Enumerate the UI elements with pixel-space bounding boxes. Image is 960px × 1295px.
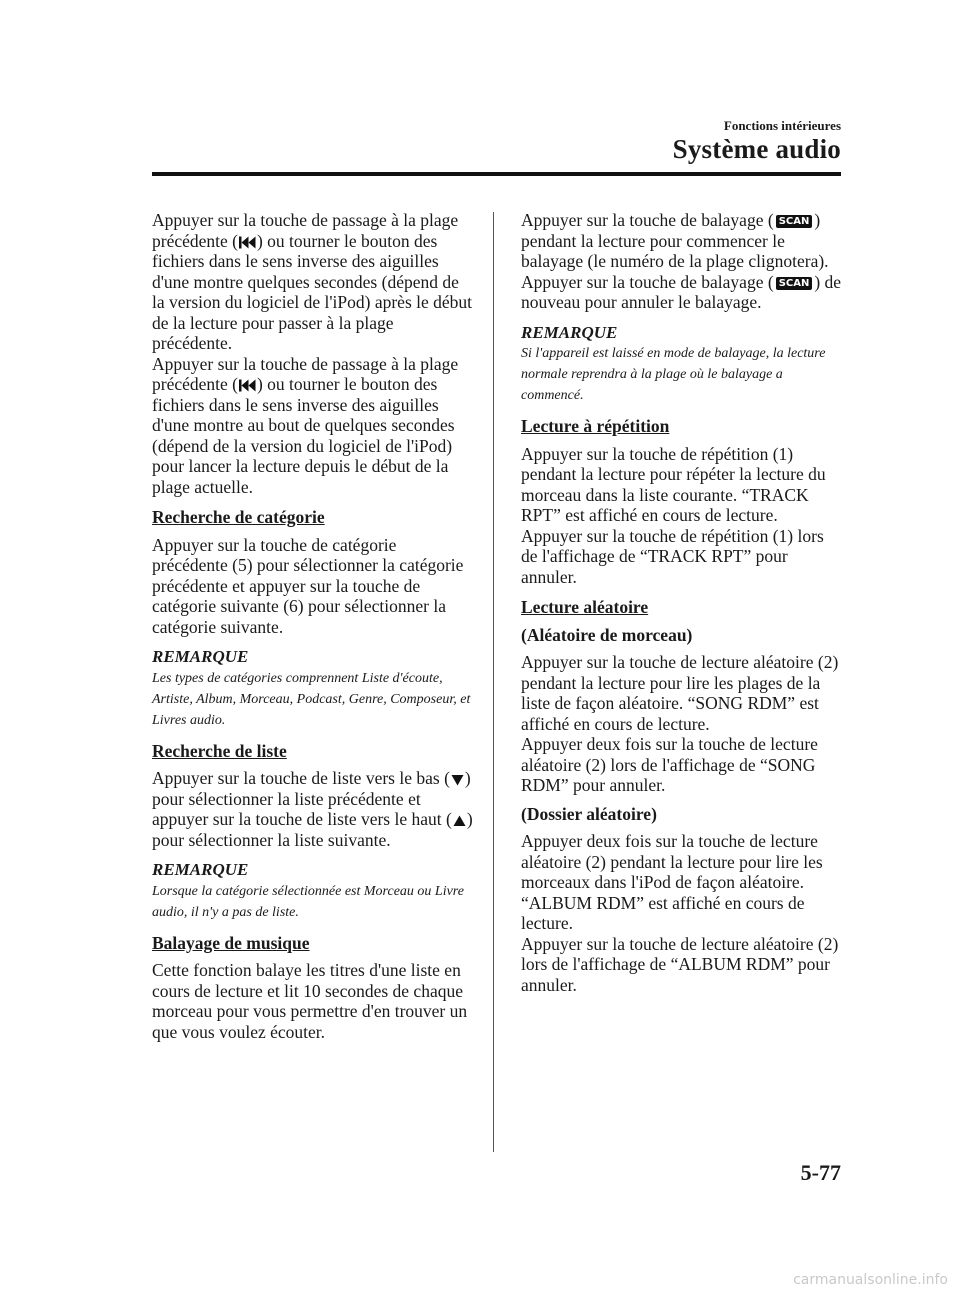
heading-music-scan: Balayage de musique — [152, 932, 310, 953]
paragraph-repeat-1: Appuyer sur la touche de répétition (1) pendant la lecture pour répéter la lecture du morceau dans la liste courante. “TRACK RPT” est affiché en cours de lecture. — [521, 443, 826, 525]
note-text: Si l'appareil est laissé en mode de balayage, la lecture normale reprendra à la plage où le balayage a commencé. — [521, 346, 826, 403]
up-arrow-icon — [453, 815, 466, 827]
header-chapter-title: Système audio — [672, 134, 841, 164]
subheading-folder-random: (Dossier aléatoire) — [521, 803, 657, 824]
note-text: Lorsque la catégorie sélectionnée est Morceau ou Livre audio, il n'y a pas de liste. — [152, 883, 464, 920]
heading-category-search: Recherche de catégorie — [152, 507, 325, 527]
note-title: REMARQUE — [152, 647, 249, 666]
paragraph-previous-track-2: Appuyer sur la touche de passage à la plage précédente ( ) ou tourner le bouton des fichiers dans le sens inverse des aiguilles d'une montre au bout de quelques secondes (dépend de la version du logiciel de l'iPod) pour lancer la lecture depuis le début de la plage actuelle. — [152, 353, 459, 497]
heading-random-playback: Lecture aléatoire — [521, 597, 649, 617]
left-column — [152, 210, 474, 1050]
down-arrow-icon — [451, 774, 464, 786]
previous-track-icon — [239, 236, 256, 249]
page-number: 5-77 — [800, 1160, 841, 1185]
watermark-text: carmanualsonline.info — [793, 1272, 948, 1288]
column-divider — [493, 212, 494, 1152]
paragraph-song-random-2: Appuyer deux fois sur la touche de lecture aléatoire (2) lors de l'affichage de “SONG RDM” pour annuler. — [521, 734, 818, 795]
paragraph-music-scan: Cette fonction balaye les titres d'une liste en cours de lecture et lit 10 secondes de chaque morceau pour vous permettre d'en trouver un que vous voulez écouter. — [152, 960, 468, 1042]
paragraph-scan-button: Appuyer sur la touche de balayage ( SCAN ) pendant la lecture pour commencer le balayage (le numéro de la plage clignotera). Appuyer sur la touche de balayage ( SCAN ) de nouveau pour annuler le balayage. — [521, 210, 842, 312]
paragraph-folder-random-1: Appuyer deux fois sur la touche de lecture aléatoire (2) pendant la lecture pour lire les morceaux dans l'iPod de façon aléatoire. “ALBUM RDM” est affiché en cours de lecture. — [521, 831, 823, 933]
header-rule — [152, 172, 841, 176]
right-column — [521, 210, 843, 1003]
note-title: REMARQUE — [152, 860, 249, 879]
heading-list-search: Recherche de liste — [152, 740, 287, 761]
heading-repeat-playback: Lecture à répétition — [521, 416, 670, 436]
previous-track-icon — [239, 379, 256, 392]
subheading-song-random: (Aléatoire de morceau) — [521, 624, 693, 645]
paragraph-list-search: Appuyer sur la touche de liste vers le bas ( ) pour sélectionner la liste précédente et appuyer sur la touche de liste vers le haut ( ) pour sélectionner la liste suivante. — [152, 768, 473, 850]
scan-button-icon: SCAN — [776, 277, 813, 290]
paragraph-folder-random-2: Appuyer sur la touche de lecture aléatoire (2) lors de l'affichage de “ALBUM RDM” pour annuler. — [521, 933, 839, 995]
header-section-title: Fonctions intérieures — [723, 118, 841, 133]
paragraph-song-random-1: Appuyer sur la touche de lecture aléatoire (2) pendant la lecture pour lire les plages de la liste de façon aléatoire. “SONG RDM” est affiché en cours de lecture. — [521, 652, 839, 734]
note-text: Les types de catégories comprennent Liste d'écoute, Artiste, Album, Morceau, Podcast, Genre, Composeur, et Livres audio. — [152, 670, 471, 728]
note-title: REMARQUE — [521, 322, 618, 342]
paragraph-repeat-2: Appuyer sur la touche de répétition (1) lors de l'affichage de “TRACK RPT” pour annuler. — [521, 525, 824, 587]
paragraph-category-search: Appuyer sur la touche de catégorie précédente (5) pour sélectionner la catégorie précédente et appuyer sur la touche de catégorie suivante (6) pour sélectionner la catégorie suivante. — [152, 534, 464, 637]
paragraph-previous-track-1: Appuyer sur la touche de passage à la plage précédente ( ) ou tourner le bouton des fichiers dans le sens inverse des aiguilles d'une montre quelques secondes (dépend de la version du logiciel de l'iPod) après le début de la lecture pour passer à la plage précédente. — [152, 210, 473, 353]
scan-button-icon: SCAN — [776, 215, 813, 228]
